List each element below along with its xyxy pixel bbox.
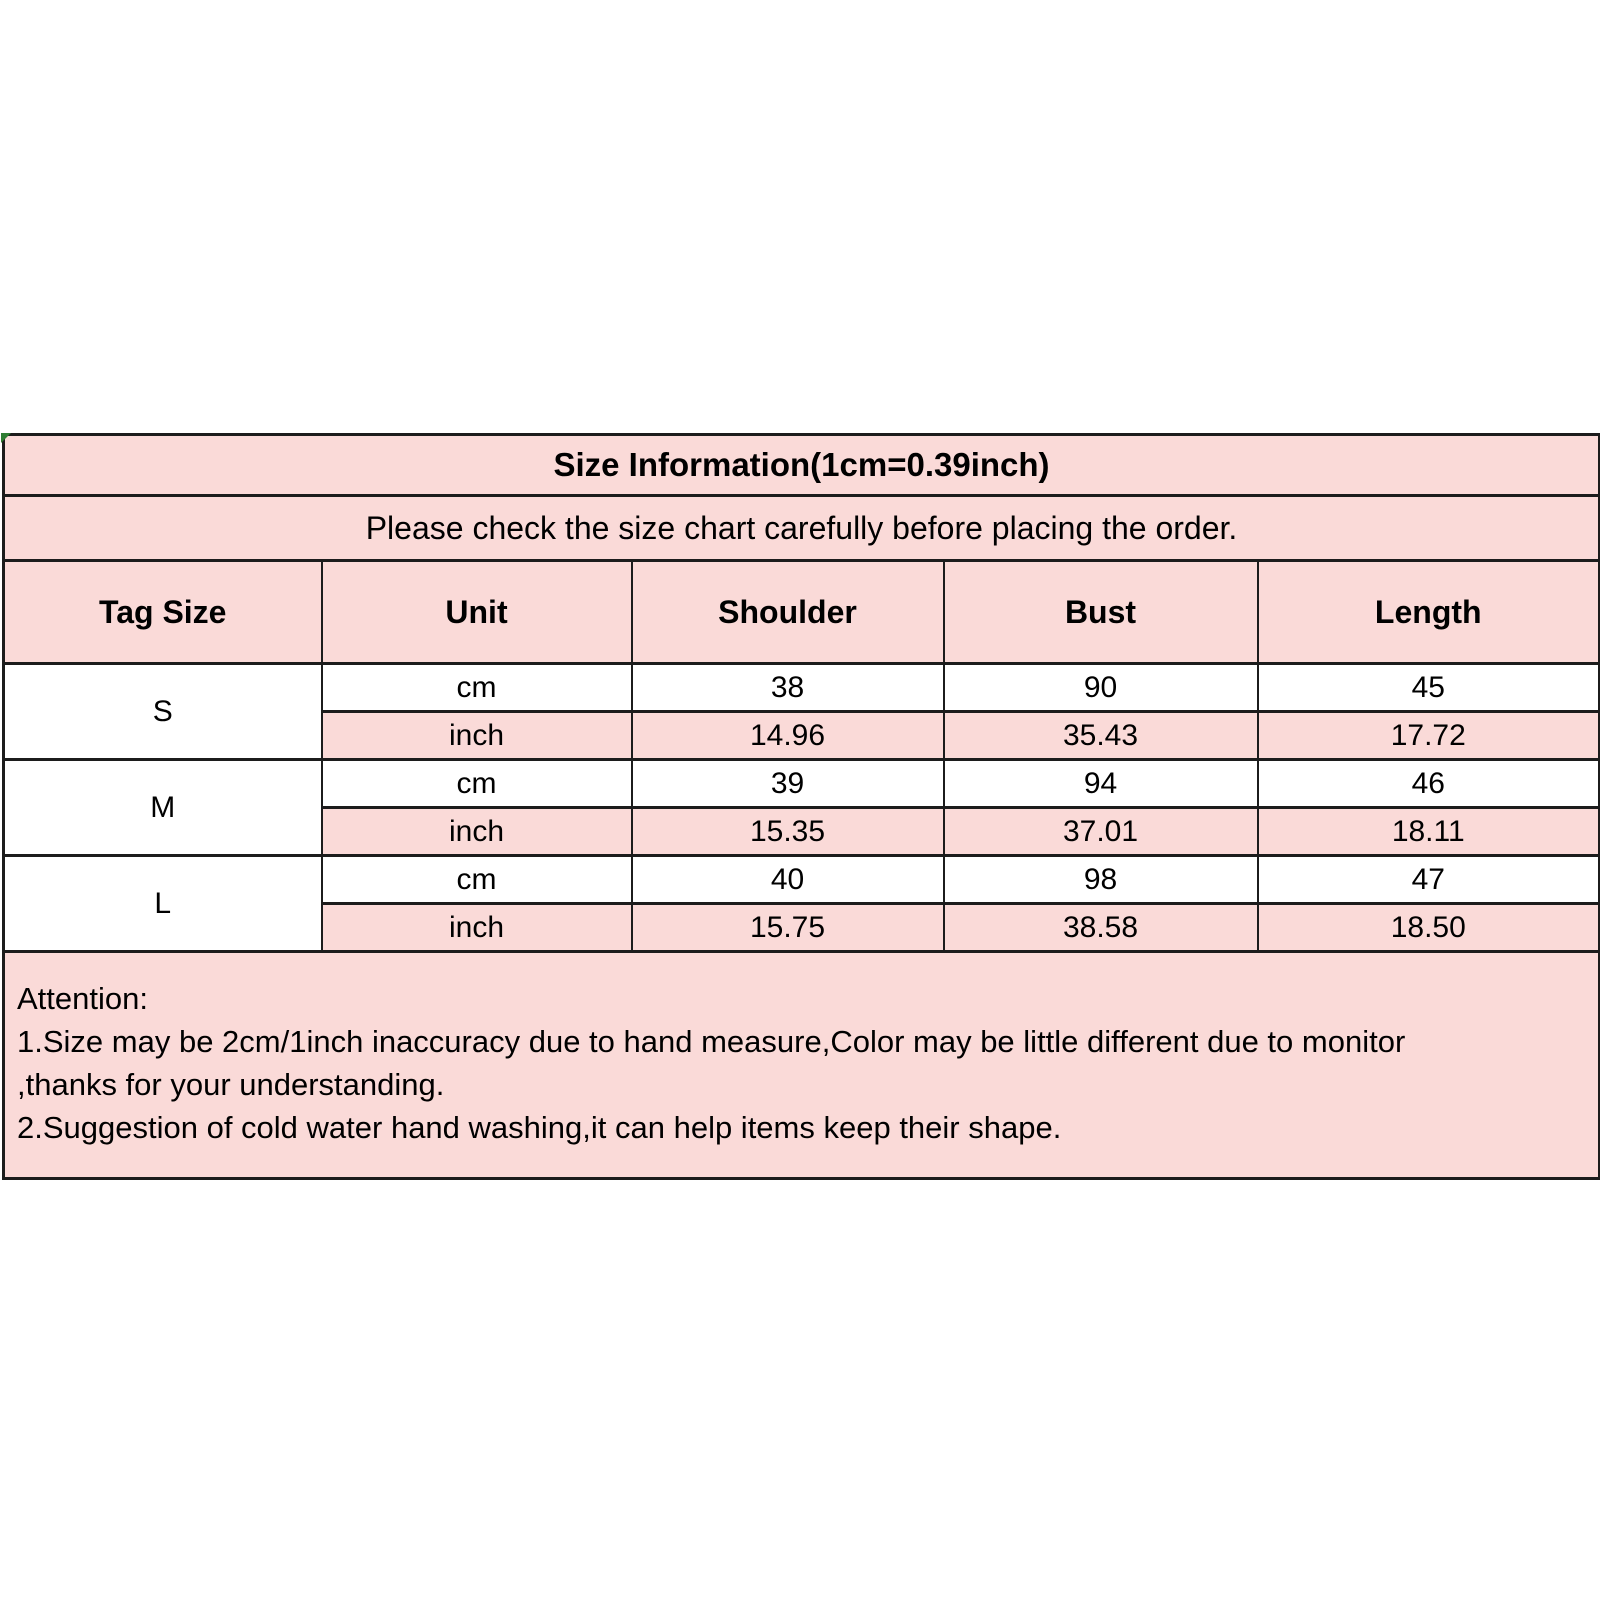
value-m-cm-bust: 94: [944, 760, 1258, 808]
column-header-bust: Bust: [944, 561, 1258, 664]
unit-label-cm: cm: [322, 664, 632, 712]
attention-line-3: 2.Suggestion of cold water hand washing,it can help items keep their shape.: [17, 1110, 1062, 1145]
value-m-cm-shoulder: 39: [632, 760, 944, 808]
table-row-s-cm: [4, 664, 1600, 712]
value-l-inch-shoulder: 15.75: [632, 904, 944, 952]
table-row-m-cm: [4, 760, 1600, 808]
unit-label-cm: cm: [322, 760, 632, 808]
value-l-inch-length: 18.50: [1258, 904, 1600, 952]
value-l-cm-shoulder: 40: [632, 856, 944, 904]
unit-label-cm: cm: [322, 856, 632, 904]
value-l-inch-bust: 38.58: [944, 904, 1258, 952]
unit-label-inch: inch: [322, 904, 632, 952]
size-table: [2, 433, 1600, 1180]
tag-size-l: L: [4, 856, 322, 952]
value-m-inch-length: 18.11: [1258, 808, 1600, 856]
table-row-l-cm: [4, 856, 1600, 904]
column-header-length: Length: [1258, 561, 1600, 664]
value-m-cm-length: 46: [1258, 760, 1600, 808]
column-header-shoulder: Shoulder: [632, 561, 944, 664]
value-s-cm-length: 45: [1258, 664, 1600, 712]
attention-heading: Attention:: [17, 981, 148, 1016]
unit-label-inch: inch: [322, 712, 632, 760]
attention-line-1: 1.Size may be 2cm/1inch inaccuracy due to hand measure,Color may be little different due to monitor: [17, 1024, 1406, 1059]
title-row: [4, 435, 1600, 496]
value-l-cm-bust: 98: [944, 856, 1258, 904]
value-m-inch-shoulder: 15.35: [632, 808, 944, 856]
tag-size-m: M: [4, 760, 322, 856]
attention-row: [4, 952, 1600, 1179]
value-s-inch-shoulder: 14.96: [632, 712, 944, 760]
unit-label-inch: inch: [322, 808, 632, 856]
column-header-unit: Unit: [322, 561, 632, 664]
value-m-inch-bust: 37.01: [944, 808, 1258, 856]
attention-note: [4, 952, 1600, 1179]
value-s-inch-length: 17.72: [1258, 712, 1600, 760]
value-s-inch-bust: 35.43: [944, 712, 1258, 760]
column-header-tag-size: Tag Size: [4, 561, 322, 664]
corner-marker-triangle: [1, 433, 11, 443]
tag-size-s: S: [4, 664, 322, 760]
header-row: [4, 561, 1600, 664]
attention-line-2: ,thanks for your understanding.: [17, 1067, 445, 1102]
table-title: Size Information(1cm=0.39inch): [4, 435, 1600, 496]
value-l-cm-length: 47: [1258, 856, 1600, 904]
value-s-cm-shoulder: 38: [632, 664, 944, 712]
subtitle-row: [4, 496, 1600, 561]
table-subtitle: Please check the size chart carefully before placing the order.: [4, 496, 1600, 561]
value-s-cm-bust: 90: [944, 664, 1258, 712]
